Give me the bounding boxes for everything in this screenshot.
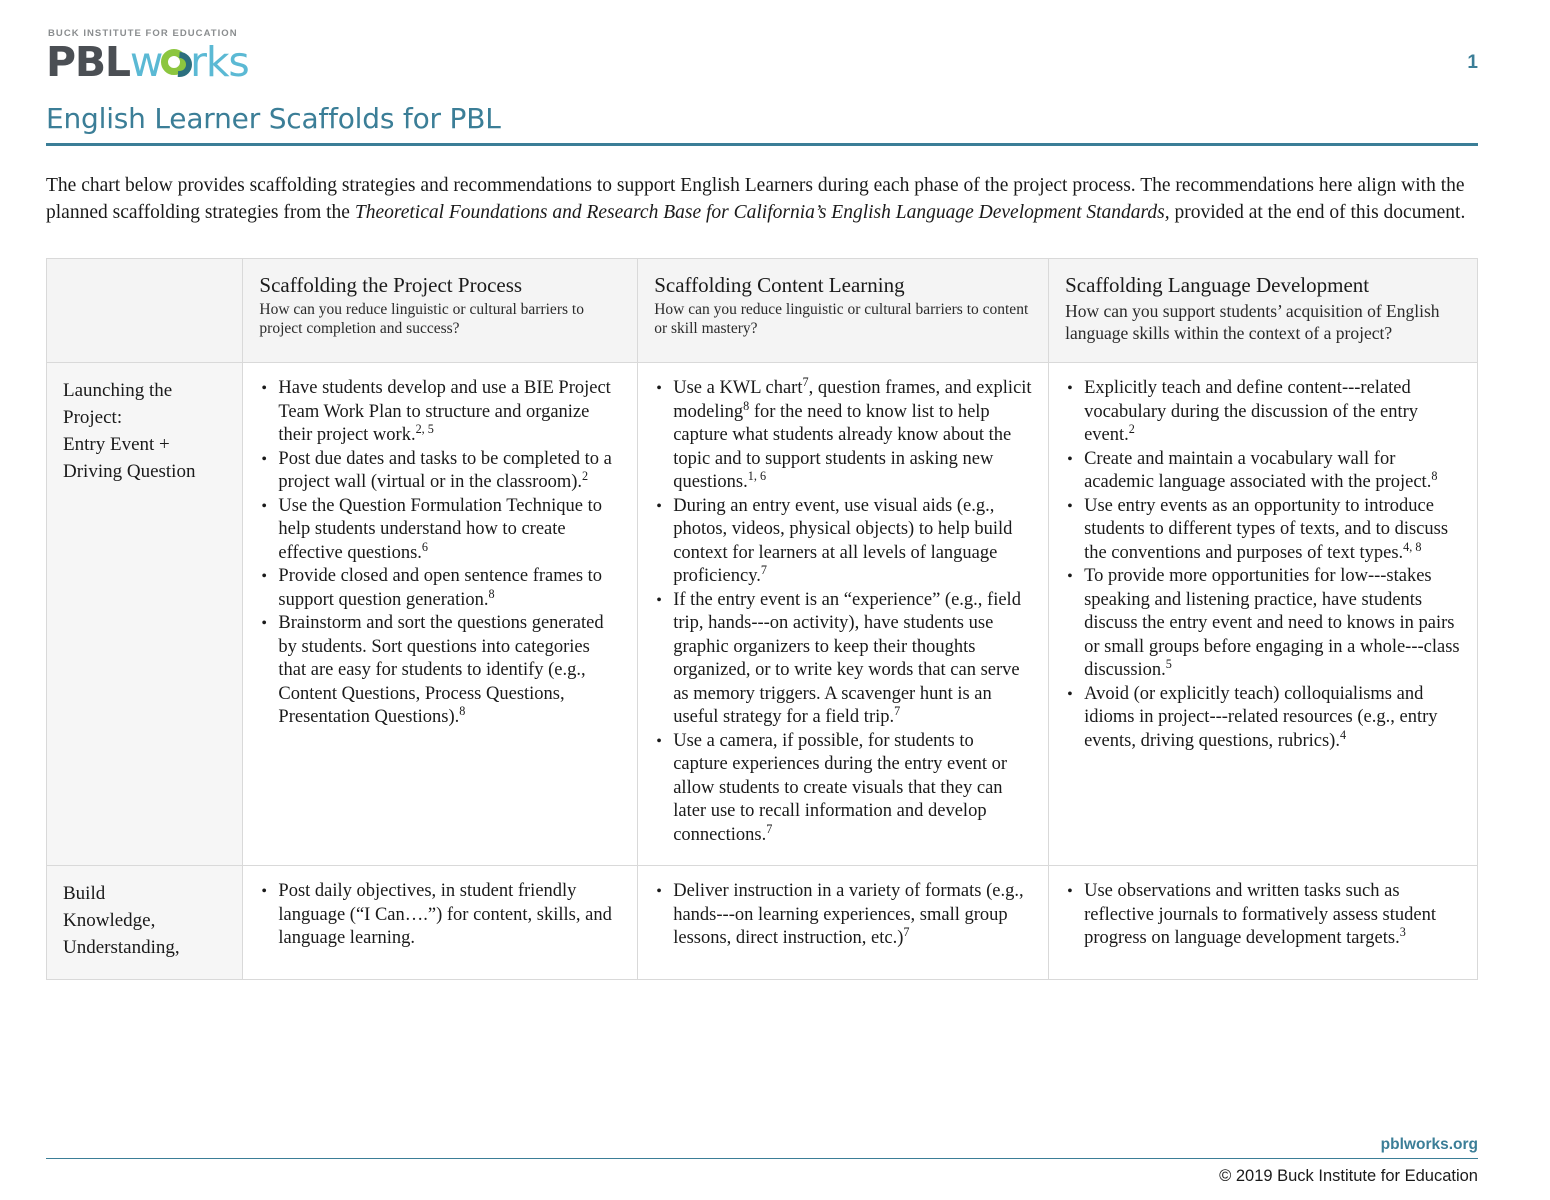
row-label-line: Knowledge,	[63, 910, 156, 931]
footnote-ref: 7	[760, 562, 767, 577]
column-header-title: Scaffolding Content Learning	[654, 273, 905, 297]
logo-pbl-text: PBL	[46, 38, 130, 86]
row-label-cell	[47, 866, 243, 980]
row-label-line: Project:	[63, 407, 123, 428]
bullet-text: Have students develop and use a BIE Project Team Work Plan to structure and organize their project work.	[278, 378, 611, 445]
bullet-text: Use a KWL chart	[673, 378, 803, 398]
footnote-ref: 8	[488, 586, 495, 601]
column-header-content-learning	[638, 259, 1049, 363]
footnote-ref: 2	[1128, 421, 1135, 436]
copyright-text: © 2019 Buck Institute for Education	[1219, 1167, 1478, 1185]
pblworks-website-link[interactable]: pblworks.org	[1380, 1135, 1478, 1153]
pblworks-logo	[46, 28, 249, 84]
footnote-ref: 8	[743, 398, 750, 413]
bullet-item	[654, 495, 1032, 589]
bullet-text: Brainstorm and sort the questions generated by students. Sort questions into categories that are easy for students to identify (e.g., Content Questions, Process Questions, Presentation Questions).	[278, 613, 604, 727]
bullet-text: Explicitly teach and define content---related vocabulary during the discussion of the entry event.	[1084, 378, 1419, 445]
footnote-ref: 7	[903, 924, 910, 939]
footnote-ref: 2, 5	[415, 421, 434, 436]
logo-rks-text: rks	[190, 38, 249, 86]
table-body	[47, 363, 1478, 980]
table-header	[47, 259, 1478, 363]
bullet-item	[654, 374, 1032, 495]
footnote-ref: 1, 6	[747, 468, 767, 483]
bullet-text: Use observations and written tasks such as reflective journals to formatively assess student progress on language development targets.	[1084, 881, 1436, 948]
title-section	[46, 102, 1478, 146]
footer-rule	[46, 1158, 1478, 1160]
bullet-text: Provide closed and open sentence frames to support question generation.	[278, 566, 603, 610]
footnote-ref: 7	[802, 374, 809, 389]
column-header-title: Scaffolding the Project Process	[259, 273, 523, 297]
bullet-list	[1065, 880, 1461, 951]
bullet-item	[1065, 495, 1461, 566]
logo-w-text: w	[129, 38, 163, 86]
bullet-item	[1065, 683, 1461, 754]
bullet-item	[259, 880, 621, 951]
row-label-line: Entry Event +	[63, 434, 170, 455]
bullet-text: Create and maintain a vocabulary wall for academic language associated with the project.	[1084, 448, 1432, 492]
scaffolds-table	[46, 258, 1478, 980]
row-label-cell	[47, 363, 243, 866]
footnote-ref: 4	[1339, 727, 1347, 742]
column-header-project-process	[243, 259, 638, 363]
bullet-text: Post due dates and tasks to be completed to a project wall (virtual or in the classroom).	[278, 448, 612, 492]
table-cell	[638, 866, 1049, 980]
footnote-ref: 7	[894, 703, 901, 718]
footnote-ref: 2	[582, 468, 589, 483]
footnote-ref: 6	[421, 539, 429, 554]
logo-wordmark	[46, 40, 249, 84]
footnote-ref: 5	[1165, 656, 1172, 671]
table-cell	[638, 363, 1049, 866]
bullet-list	[654, 880, 1032, 951]
table-row	[47, 363, 1478, 866]
bullet-text: Use entry events as an opportunity to introduce students to different types of texts, and to discuss the conventions and purposes of text types.	[1084, 495, 1449, 563]
bullet-item	[259, 495, 621, 566]
bullet-text: Use the Question Formulation Technique to help students understand how to create effective questions.	[278, 495, 603, 563]
bullet-item	[259, 612, 621, 730]
intro-italic-citation: Theoretical Foundations and Research Base for California’s English Language Development Standards,	[354, 202, 1170, 223]
page-title: English Learner Scaffolds for PBL	[46, 102, 501, 135]
column-header-language-development	[1049, 259, 1478, 363]
page-footer	[46, 1136, 1478, 1187]
footnote-ref: 8	[1431, 468, 1438, 483]
table-cell	[243, 866, 638, 980]
row-label-line: Understanding,	[63, 937, 180, 958]
bullet-item	[654, 730, 1032, 848]
intro-paragraph	[46, 172, 1478, 226]
table-cell	[1049, 866, 1478, 980]
bullet-item	[1065, 448, 1461, 495]
bullet-text: for the need to know list to help capture what students already know about the topic and to support students in asking new questions.	[673, 401, 1012, 492]
table-corner-cell	[47, 259, 243, 363]
bullet-text: Deliver instruction in a variety of formats (e.g., hands---on learning experiences, small group lessons, direct instruction, etc.)	[673, 881, 1024, 948]
bullet-list	[654, 374, 1032, 847]
bullet-item	[259, 565, 621, 612]
row-label-line: Driving Question	[63, 461, 196, 482]
bullet-item	[259, 448, 621, 495]
row-label-line: Launching the	[63, 380, 173, 401]
bullet-item	[1065, 880, 1461, 951]
bullet-item	[1065, 377, 1461, 448]
bullet-item	[259, 377, 621, 448]
bullet-text: Post daily objectives, in student friendly language (“I Can….”) for content, skills, and language learning.	[278, 881, 612, 948]
page-header	[0, 0, 1550, 92]
column-header-subtitle: How can you support students’ acquisition of English language skills within the context of a project?	[1065, 301, 1440, 343]
bullet-item	[654, 589, 1032, 730]
table-cell	[243, 363, 638, 866]
intro-text-part-2: provided at the end of this document.	[1169, 202, 1466, 223]
title-underline-rule	[46, 143, 1478, 146]
logo-tagline: BUCK INSTITUTE FOR EDUCATION	[48, 28, 238, 39]
bullet-list	[1065, 377, 1461, 753]
column-header-subtitle: How can you reduce linguistic or cultural barriers to content or skill mastery?	[654, 301, 1029, 337]
footnote-ref: 7	[766, 821, 773, 836]
column-header-subtitle: How can you reduce linguistic or cultural barriers to project completion and success?	[259, 301, 584, 337]
table-row	[47, 866, 1478, 980]
bullet-list	[259, 377, 621, 730]
bullet-item	[654, 880, 1032, 951]
page-number: 1	[1467, 52, 1478, 73]
footnote-ref: 8	[459, 703, 466, 718]
intro-text-part-1: The chart below provides scaffolding strategies and recommendations to support English Learners during each phase of the project process. The recommendations here align with the planned scaffolding strategies from the	[46, 175, 1465, 223]
row-label-line: Build	[63, 883, 106, 904]
table-header-row	[47, 259, 1478, 363]
bullet-text: During an entry event, use visual aids (e.g., photos, videos, physical objects) to help build context for learners at all levels of language proficiency.	[673, 495, 1013, 586]
bullet-text: If the entry event is an “experience” (e.g., field trip, hands---on activity), have students use graphic organizers to keep their thoughts organized, or to write key words that can serve as memory triggers. A scavenger hunt is an useful strategy for a field trip.	[673, 589, 1021, 727]
bullet-list	[259, 880, 621, 951]
bullet-item	[1065, 565, 1461, 683]
bullet-text: To provide more opportunities for low---stakes speaking and listening practice, have students discuss the entry event and need to knows in pairs or small groups before engaging in a whole---class discussion.	[1084, 566, 1460, 680]
bullet-text: Avoid (or explicitly teach) colloquialisms and idioms in project---related resources (e.g., entry events, driving questions, rubrics).	[1084, 683, 1438, 751]
footnote-ref: 3	[1399, 924, 1406, 939]
bullet-text: , question frames, and explicit modeling	[673, 378, 1032, 422]
table-cell	[1049, 363, 1478, 866]
bullet-text: Use a camera, if possible, for students to capture experiences during the entry event or allow students to create visuals that they can later use to recall information and develop connections.	[673, 730, 1008, 845]
logo-o-ring-icon	[161, 49, 191, 79]
column-header-title: Scaffolding Language Development	[1065, 273, 1370, 297]
footnote-ref: 4, 8	[1403, 539, 1422, 554]
